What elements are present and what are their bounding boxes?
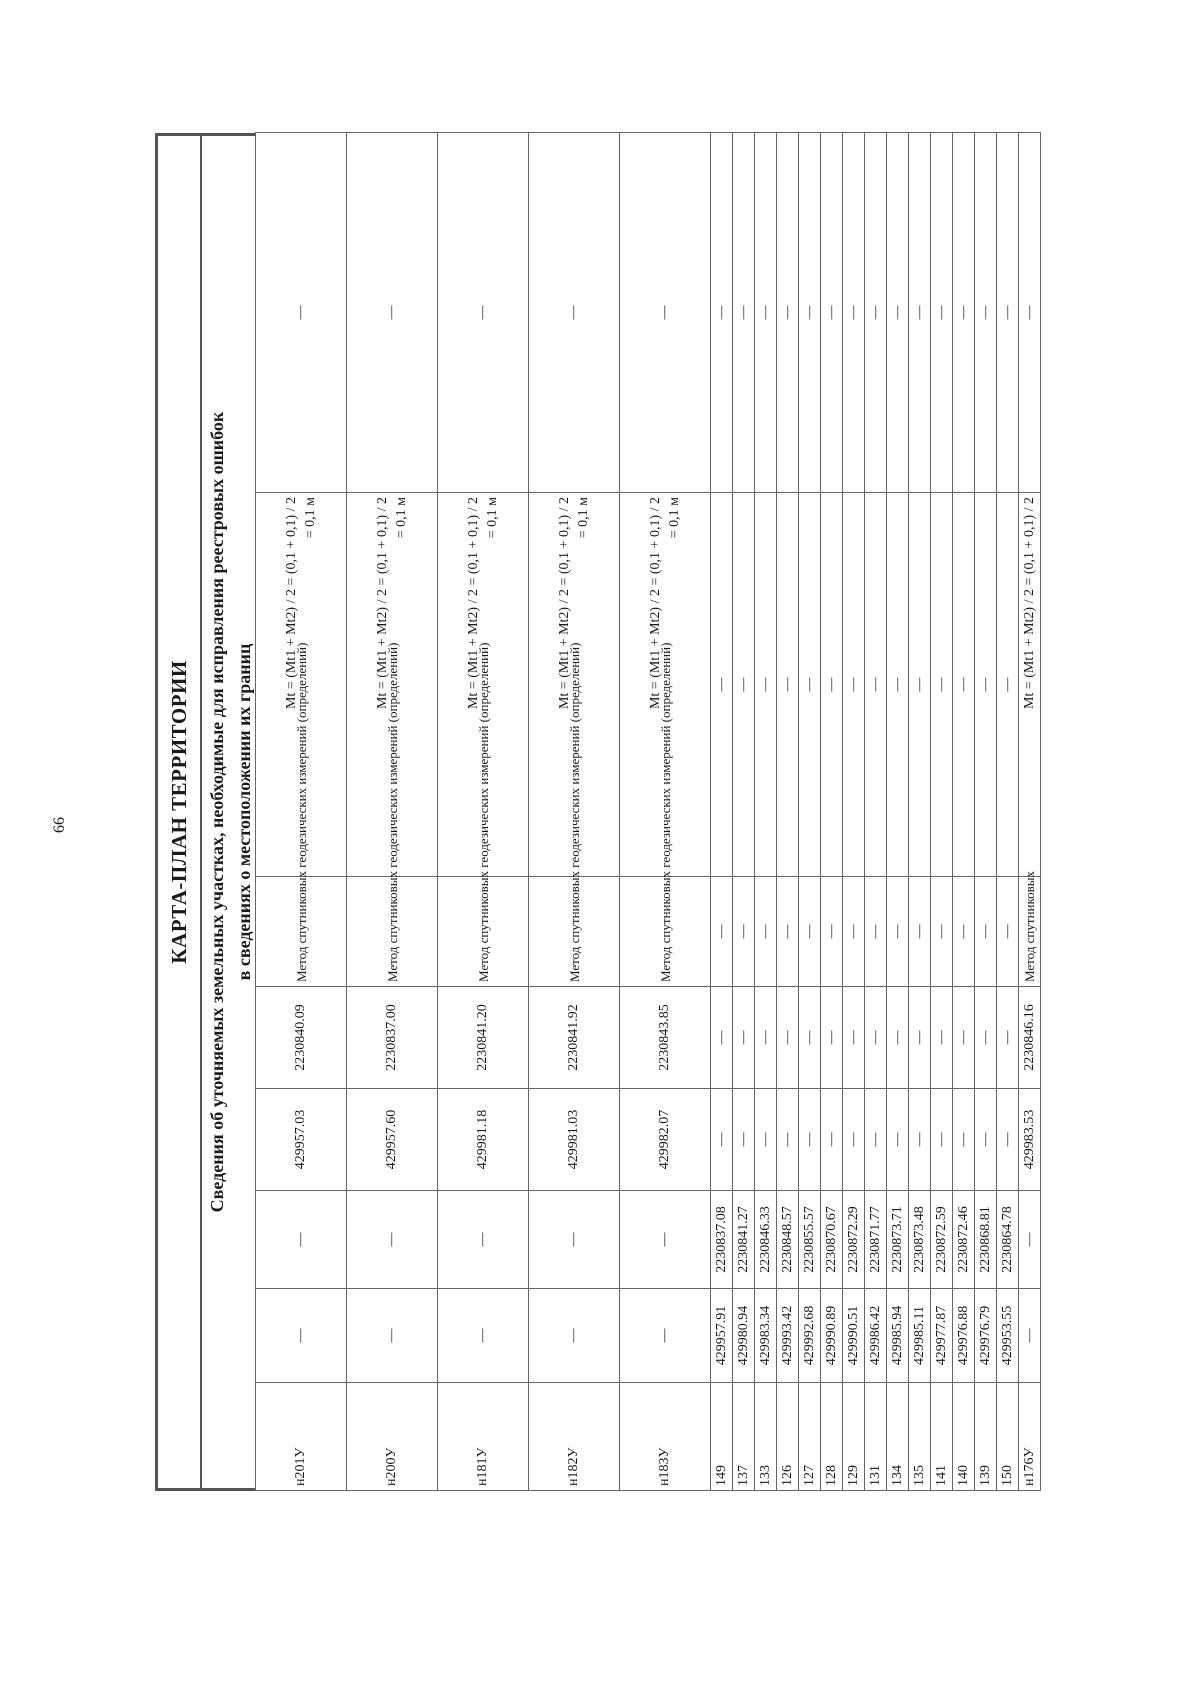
new-x-value: —	[821, 1089, 843, 1191]
new-x-value: 429982.07	[620, 1089, 711, 1191]
new-x-value: 429981.03	[529, 1089, 620, 1191]
old-y-value: 2230837.08	[711, 1191, 733, 1289]
old-y-value: 2230873.48	[909, 1191, 931, 1289]
old-y-value: 2230848.57	[777, 1191, 799, 1289]
new-x-value: —	[755, 1089, 777, 1191]
new-y-value: —	[975, 987, 997, 1089]
formula-cell: —	[711, 493, 733, 877]
old-x-value: 429993.42	[777, 1289, 799, 1383]
description-cell: —	[733, 133, 755, 493]
point-name: 127	[799, 1383, 821, 1491]
table-row	[887, 133, 909, 1491]
formula-line-2: = 0,1 м	[576, 497, 591, 539]
old-x-value: 429990.89	[821, 1289, 843, 1383]
document-title: КАРТА-ПЛАН ТЕРРИТОРИИ	[158, 136, 202, 1488]
new-y-value: 2230837.00	[347, 987, 438, 1089]
old-y-value: 2230846.33	[755, 1191, 777, 1289]
description-cell: —	[865, 133, 887, 493]
new-x-value: —	[953, 1089, 975, 1191]
table-row	[347, 133, 438, 1491]
point-name: н183У	[620, 1383, 711, 1491]
formula-cell: —	[865, 493, 887, 877]
new-x-value: 429983.53	[1019, 1089, 1041, 1191]
new-y-value: —	[931, 987, 953, 1089]
old-x-value: 429976.79	[975, 1289, 997, 1383]
new-x-value: 429957.60	[347, 1089, 438, 1191]
method-cell: Метод спутниковых	[1019, 877, 1041, 987]
point-name: 149	[711, 1383, 733, 1491]
table-row	[711, 133, 733, 1491]
point-name: 137	[733, 1383, 755, 1491]
description-cell: —	[777, 133, 799, 493]
point-name: 134	[887, 1383, 909, 1491]
method-cell: —	[821, 877, 843, 987]
table-row	[1019, 133, 1041, 1491]
description-cell: —	[887, 133, 909, 493]
old-y-value: —	[438, 1191, 529, 1289]
method-cell: Метод спутниковых геодезических измерений (определений)	[529, 877, 620, 987]
old-x-value: 429985.94	[887, 1289, 909, 1383]
new-y-value: 2230841.20	[438, 987, 529, 1089]
formula-cell: —	[821, 493, 843, 877]
point-name: 128	[821, 1383, 843, 1491]
old-x-value: —	[1019, 1289, 1041, 1383]
description-cell: —	[843, 133, 865, 493]
formula-cell: —	[931, 493, 953, 877]
point-name: 150	[997, 1383, 1019, 1491]
formula-cell: —	[997, 493, 1019, 877]
old-x-value: 429977.87	[931, 1289, 953, 1383]
description-cell: —	[256, 133, 347, 493]
description-cell: —	[975, 133, 997, 493]
page-number: 66	[51, 817, 68, 833]
table-row	[733, 133, 755, 1491]
old-x-value: —	[529, 1289, 620, 1383]
formula-line-1: Mt = (Mt1 + Mt2) / 2 = (0,1 + 0,1) / 2	[466, 497, 481, 710]
point-name: 126	[777, 1383, 799, 1491]
table-row	[931, 133, 953, 1491]
formula-cell: —	[887, 493, 909, 877]
coordinates-table	[255, 132, 1041, 1491]
new-x-value: —	[843, 1089, 865, 1191]
description-cell: —	[997, 133, 1019, 493]
old-y-value: —	[620, 1191, 711, 1289]
old-y-value: 2230871.77	[865, 1191, 887, 1289]
new-y-value: —	[799, 987, 821, 1089]
method-cell: Метод спутниковых геодезических измерений (определений)	[347, 877, 438, 987]
method-cell: —	[843, 877, 865, 987]
old-y-value: 2230872.59	[931, 1191, 953, 1289]
new-y-value: —	[755, 987, 777, 1089]
table-row	[953, 133, 975, 1491]
old-y-value: —	[256, 1191, 347, 1289]
new-y-value: —	[909, 987, 931, 1089]
formula-line-2: = 0,1 м	[485, 497, 500, 539]
rotated-page	[155, 133, 1060, 1491]
new-y-value: —	[733, 987, 755, 1089]
old-x-value: 429992.68	[799, 1289, 821, 1383]
point-name: н200У	[347, 1383, 438, 1491]
old-x-value: 429990.51	[843, 1289, 865, 1383]
method-cell: —	[711, 877, 733, 987]
table-row	[865, 133, 887, 1491]
new-x-value: —	[931, 1089, 953, 1191]
old-x-value: 429976.88	[953, 1289, 975, 1383]
old-x-value: —	[438, 1289, 529, 1383]
new-x-value: —	[887, 1089, 909, 1191]
formula-cell: —	[777, 493, 799, 877]
table-row	[843, 133, 865, 1491]
formula-line-2: = 0,1 м	[303, 497, 318, 539]
point-name: 139	[975, 1383, 997, 1491]
new-x-value: —	[733, 1089, 755, 1191]
document-header	[155, 133, 255, 1491]
new-y-value: —	[711, 987, 733, 1089]
point-name: н182У	[529, 1383, 620, 1491]
new-y-value: —	[777, 987, 799, 1089]
method-cell: —	[887, 877, 909, 987]
old-y-value: 2230873.71	[887, 1191, 909, 1289]
description-cell: —	[953, 133, 975, 493]
new-x-value: —	[711, 1089, 733, 1191]
old-y-value: 2230868.81	[975, 1191, 997, 1289]
old-x-value: —	[620, 1289, 711, 1383]
method-cell: —	[799, 877, 821, 987]
old-x-value: 429957.91	[711, 1289, 733, 1383]
new-x-value: 429981.18	[438, 1089, 529, 1191]
table-row	[799, 133, 821, 1491]
formula-cell: —	[843, 493, 865, 877]
table-row	[909, 133, 931, 1491]
formula-cell: —	[909, 493, 931, 877]
old-y-value: 2230872.46	[953, 1191, 975, 1289]
old-y-value: —	[529, 1191, 620, 1289]
formula-cell: —	[799, 493, 821, 877]
new-y-value: 2230843.85	[620, 987, 711, 1089]
point-name: 141	[931, 1383, 953, 1491]
old-y-value: 2230855.57	[799, 1191, 821, 1289]
subtitle-line-2: в сведениях о местоположении их границ	[234, 643, 254, 981]
new-y-value: —	[953, 987, 975, 1089]
new-x-value: —	[865, 1089, 887, 1191]
formula-cell: —	[953, 493, 975, 877]
new-y-value: 2230841.92	[529, 987, 620, 1089]
method-cell: Метод спутниковых геодезических измерений (определений)	[620, 877, 711, 987]
point-name: н176У	[1019, 1383, 1041, 1491]
new-y-value: 2230846.16	[1019, 987, 1041, 1089]
table-row	[975, 133, 997, 1491]
formula-line-1: Mt = (Mt1 + Mt2) / 2 = (0,1 + 0,1) / 2	[557, 497, 572, 710]
new-x-value: —	[997, 1089, 1019, 1191]
description-cell: —	[799, 133, 821, 493]
new-y-value: —	[843, 987, 865, 1089]
formula-cell: —	[733, 493, 755, 877]
formula-line-1: Mt = (Mt1 + Mt2) / 2 = (0,1 + 0,1) / 2	[284, 497, 299, 710]
table-row	[256, 133, 347, 1491]
formula-cell: Mt = (Mt1 + Mt2) / 2 = (0,1 + 0,1) / 2	[1019, 493, 1041, 877]
description-cell: —	[1019, 133, 1041, 493]
formula-line-1: Mt = (Mt1 + Mt2) / 2 = (0,1 + 0,1) / 2	[648, 497, 663, 710]
description-cell: —	[347, 133, 438, 493]
method-cell: —	[931, 877, 953, 987]
formula-cell: —	[975, 493, 997, 877]
table-row	[997, 133, 1019, 1491]
formula-cell: —	[755, 493, 777, 877]
new-x-value: —	[909, 1089, 931, 1191]
formula-line-2: = 0,1 м	[667, 497, 682, 539]
table-row	[438, 133, 529, 1491]
formula-line-2: = 0,1 м	[394, 497, 409, 539]
description-cell: —	[909, 133, 931, 493]
method-cell: Метод спутниковых геодезических измерений (определений)	[256, 877, 347, 987]
old-y-value: —	[1019, 1191, 1041, 1289]
description-cell: —	[821, 133, 843, 493]
method-cell: —	[997, 877, 1019, 987]
old-x-value: —	[347, 1289, 438, 1383]
method-cell: —	[909, 877, 931, 987]
method-cell: Метод спутниковых геодезических измерений (определений)	[438, 877, 529, 987]
old-x-value: 429985.11	[909, 1289, 931, 1383]
old-y-value: 2230872.29	[843, 1191, 865, 1289]
point-name: н181У	[438, 1383, 529, 1491]
point-name: 133	[755, 1383, 777, 1491]
description-cell: —	[755, 133, 777, 493]
method-cell: —	[755, 877, 777, 987]
description-cell: —	[620, 133, 711, 493]
old-x-value: 429980.94	[733, 1289, 755, 1383]
method-cell: —	[733, 877, 755, 987]
formula-line-1: Mt = (Mt1 + Mt2) / 2 = (0,1 + 0,1) / 2	[375, 497, 390, 710]
table-row	[755, 133, 777, 1491]
new-x-value: —	[799, 1089, 821, 1191]
table-row	[620, 133, 711, 1491]
old-x-value: 429986.42	[865, 1289, 887, 1383]
old-y-value: —	[347, 1191, 438, 1289]
table-row	[777, 133, 799, 1491]
document-subtitle	[202, 136, 258, 1488]
point-name: н201У	[256, 1383, 347, 1491]
description-cell: —	[438, 133, 529, 493]
point-name: 135	[909, 1383, 931, 1491]
method-cell: —	[975, 877, 997, 987]
old-y-value: 2230870.67	[821, 1191, 843, 1289]
old-x-value: 429983.34	[755, 1289, 777, 1383]
point-name: 140	[953, 1383, 975, 1491]
new-x-value: —	[777, 1089, 799, 1191]
old-x-value: —	[256, 1289, 347, 1383]
new-y-value: —	[997, 987, 1019, 1089]
table-row	[529, 133, 620, 1491]
new-x-value: —	[975, 1089, 997, 1191]
method-cell: —	[865, 877, 887, 987]
old-y-value: 2230841.27	[733, 1191, 755, 1289]
new-y-value: —	[865, 987, 887, 1089]
description-cell: —	[711, 133, 733, 493]
method-cell: —	[953, 877, 975, 987]
new-y-value: 2230840.09	[256, 987, 347, 1089]
table-row	[821, 133, 843, 1491]
point-name: 129	[843, 1383, 865, 1491]
old-x-value: 429953.55	[997, 1289, 1019, 1383]
description-cell: —	[529, 133, 620, 493]
new-y-value: —	[821, 987, 843, 1089]
method-cell: —	[777, 877, 799, 987]
subtitle-line-1: Сведения об уточняемых земельных участках, необходимые для исправления реестровых ошибок	[207, 411, 227, 1213]
description-cell: —	[931, 133, 953, 493]
new-y-value: —	[887, 987, 909, 1089]
point-name: 131	[865, 1383, 887, 1491]
old-y-value: 2230864.78	[997, 1191, 1019, 1289]
new-x-value: 429957.03	[256, 1089, 347, 1191]
